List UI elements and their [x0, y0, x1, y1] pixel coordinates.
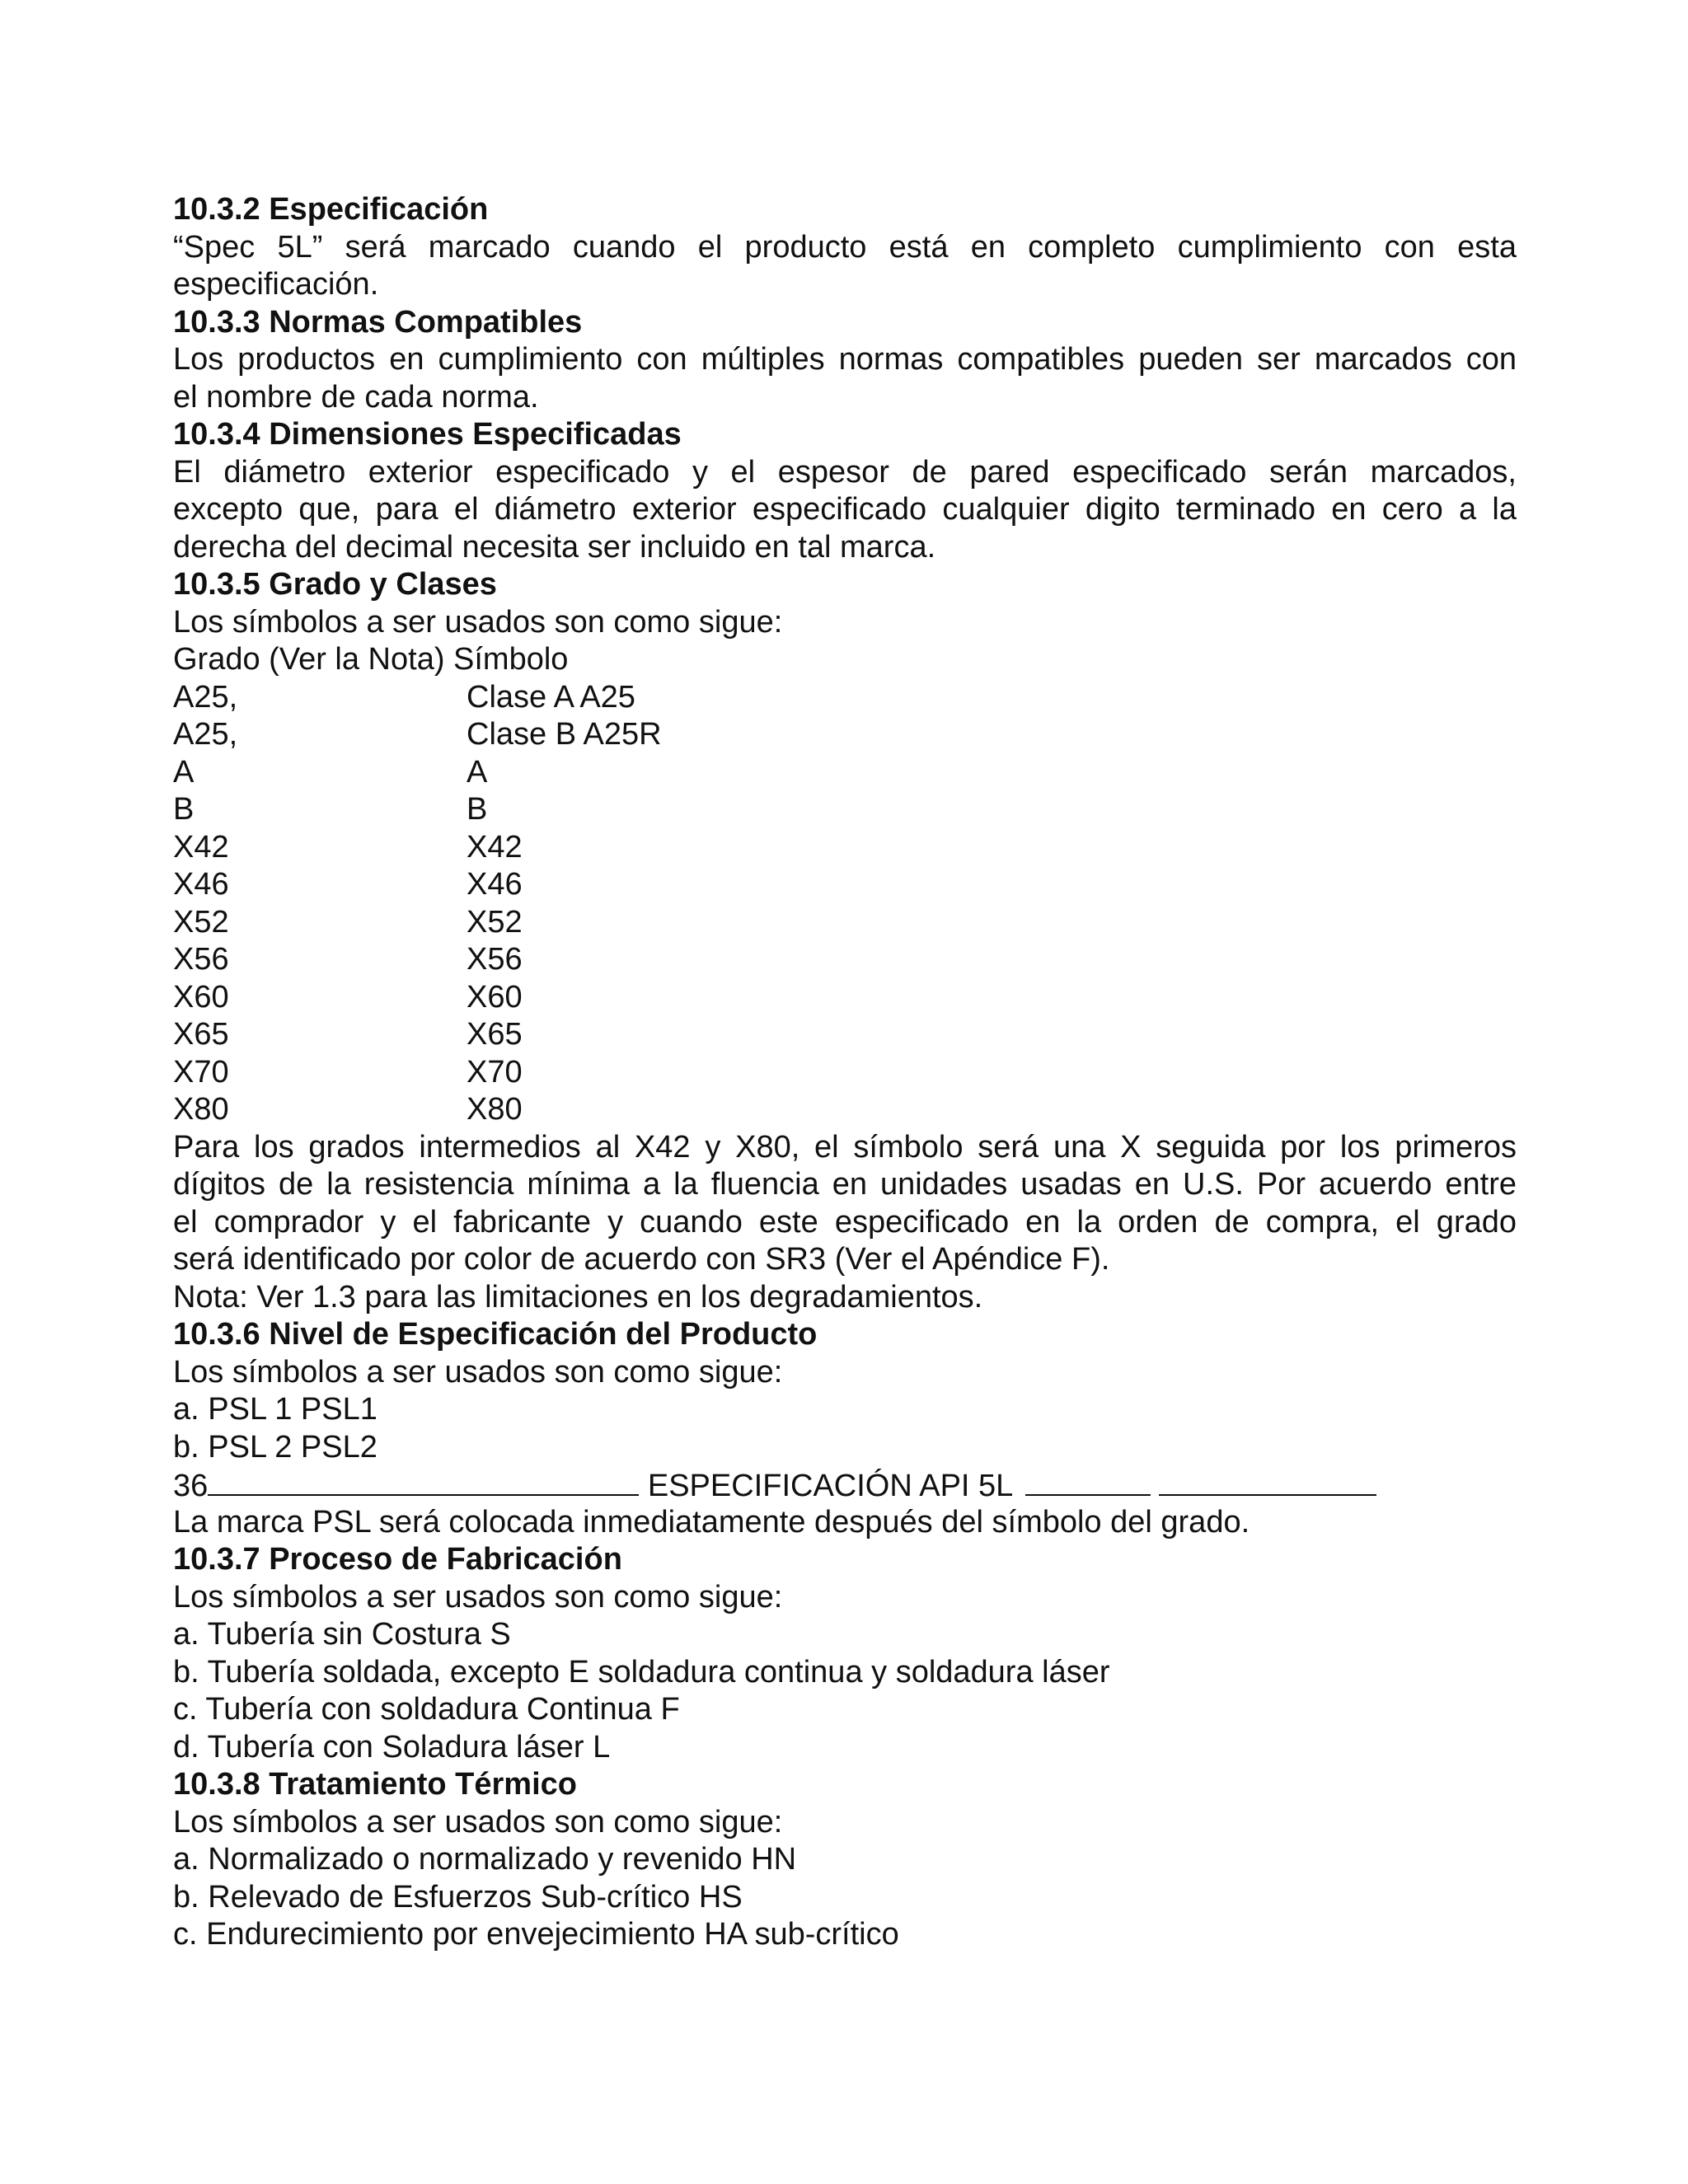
rule-line	[208, 1466, 639, 1496]
grade-cell: X65	[173, 1017, 229, 1052]
paragraph-line: “Spec 5L” será marcado cuando el producto está en completo cumplimiento con esta	[173, 229, 1517, 265]
grade-cell: X80	[173, 1092, 229, 1127]
table-row	[173, 979, 1517, 1017]
symbol-cell: X42	[467, 829, 523, 865]
table-row	[173, 791, 1517, 829]
heading-10-3-7: 10.3.7 Proceso de Fabricación	[173, 1542, 622, 1577]
page-footer	[173, 1466, 1517, 1504]
table-row	[173, 866, 1517, 904]
grade-cell: X56	[173, 942, 229, 977]
symbol-cell: B	[467, 792, 488, 827]
table-row	[173, 679, 1517, 717]
list-item: b. Relevado de Esfuerzos Sub-crítico HS	[173, 1879, 743, 1915]
grade-cell: A25,	[173, 679, 238, 715]
table-row	[173, 1091, 1517, 1129]
list-item: c. Endurecimiento por envejecimiento HA sub-crítico	[173, 1917, 899, 1952]
symbol-cell: X56	[467, 942, 523, 977]
grade-cell: X60	[173, 979, 229, 1015]
paragraph-line: excepto que, para el diámetro exterior especificado cualquier digito terminado en cero a la	[173, 492, 1517, 527]
table-row	[173, 1016, 1517, 1054]
symbol-cell: A	[467, 754, 488, 790]
heading-10-3-2: 10.3.2 Especificación	[173, 192, 489, 227]
paragraph-line: derecha del decimal necesita ser incluido en tal marca.	[173, 529, 936, 565]
grade-cell: X70	[173, 1054, 229, 1090]
table-row	[173, 754, 1517, 792]
paragraph-line: el nombre de cada norma.	[173, 379, 539, 415]
grade-cell: A25,	[173, 717, 238, 752]
list-item: b. Tubería soldada, excepto E soldadura continua y soldadura láser	[173, 1654, 1110, 1690]
paragraph-line: Los productos en cumplimiento con múltiples normas compatibles pueden ser marcados con	[173, 342, 1517, 377]
table-row	[173, 904, 1517, 942]
grade-cell: A	[173, 754, 195, 790]
symbol-cell: X80	[467, 1092, 523, 1127]
symbol-cell: X52	[467, 904, 523, 940]
symbol-cell: Clase A A25	[467, 679, 635, 715]
grade-cell: B	[173, 792, 195, 827]
intro-text: Los símbolos a ser usados son como sigue:	[173, 1804, 783, 1840]
intro-text: Los símbolos a ser usados son como sigue:	[173, 1579, 783, 1615]
grade-cell: X42	[173, 829, 229, 865]
table-row	[173, 1054, 1517, 1092]
list-item: d. Tubería con Soladura láser L	[173, 1729, 611, 1765]
paragraph-line: La marca PSL será colocada inmediatamente después del símbolo del grado.	[173, 1504, 1250, 1540]
symbol-cell: X60	[467, 979, 523, 1015]
grade-table	[173, 679, 1517, 1129]
paragraph-line: Para los grados intermedios al X42 y X80, el símbolo será una X seguida por los primeros	[173, 1129, 1517, 1165]
heading-10-3-6: 10.3.6 Nivel de Especificación del Producto	[173, 1317, 818, 1352]
document-page	[173, 191, 1517, 1954]
list-item: a. PSL 1 PSL1	[173, 1392, 377, 1427]
list-item: c. Tubería con soldadura Continua F	[173, 1692, 680, 1727]
page-number: 36	[173, 1469, 209, 1504]
heading-10-3-3: 10.3.3 Normas Compatibles	[173, 304, 583, 340]
list-item: a. Normalizado o normalizado y revenido HN	[173, 1842, 797, 1877]
grade-cell: X46	[173, 867, 229, 902]
grade-cell: X52	[173, 904, 229, 940]
symbol-cell: Clase B A25R	[467, 717, 662, 752]
list-item: b. PSL 2 PSL2	[173, 1429, 377, 1465]
intro-text: Los símbolos a ser usados son como sigue:	[173, 1354, 783, 1390]
list-item: a. Tubería sin Costura S	[173, 1617, 511, 1652]
paragraph-line: especificación.	[173, 267, 379, 302]
heading-10-3-4: 10.3.4 Dimensiones Especificadas	[173, 417, 682, 452]
table-row	[173, 941, 1517, 979]
intro-text: Los símbolos a ser usados son como sigue:	[173, 604, 783, 640]
paragraph-line: será identificado por color de acuerdo con SR3 (Ver el Apéndice F).	[173, 1242, 1110, 1277]
symbol-cell: X70	[467, 1054, 523, 1090]
paragraph-line: el comprador y el fabricante y cuando este especificado en la orden de compra, el grado	[173, 1204, 1517, 1240]
note-text: Nota: Ver 1.3 para las limitaciones en los degradamientos.	[173, 1279, 983, 1315]
heading-10-3-8: 10.3.8 Tratamiento Térmico	[173, 1767, 577, 1802]
symbol-cell: X46	[467, 867, 523, 902]
symbol-cell: X65	[467, 1017, 523, 1052]
rule-line	[1159, 1466, 1376, 1496]
table-row	[173, 829, 1517, 867]
running-title: ESPECIFICACIÓN API 5L	[647, 1469, 1012, 1504]
paragraph-line: dígitos de la resistencia mínima a la fluencia en unidades usadas en U.S. Por acuerdo entre	[173, 1167, 1517, 1202]
grade-table-header: Grado (Ver la Nota) Símbolo	[173, 642, 569, 677]
rule-line	[1025, 1466, 1151, 1496]
paragraph-line: El diámetro exterior especificado y el espesor de pared especificado serán marcados,	[173, 454, 1517, 490]
table-row	[173, 716, 1517, 754]
heading-10-3-5: 10.3.5 Grado y Clases	[173, 567, 497, 602]
